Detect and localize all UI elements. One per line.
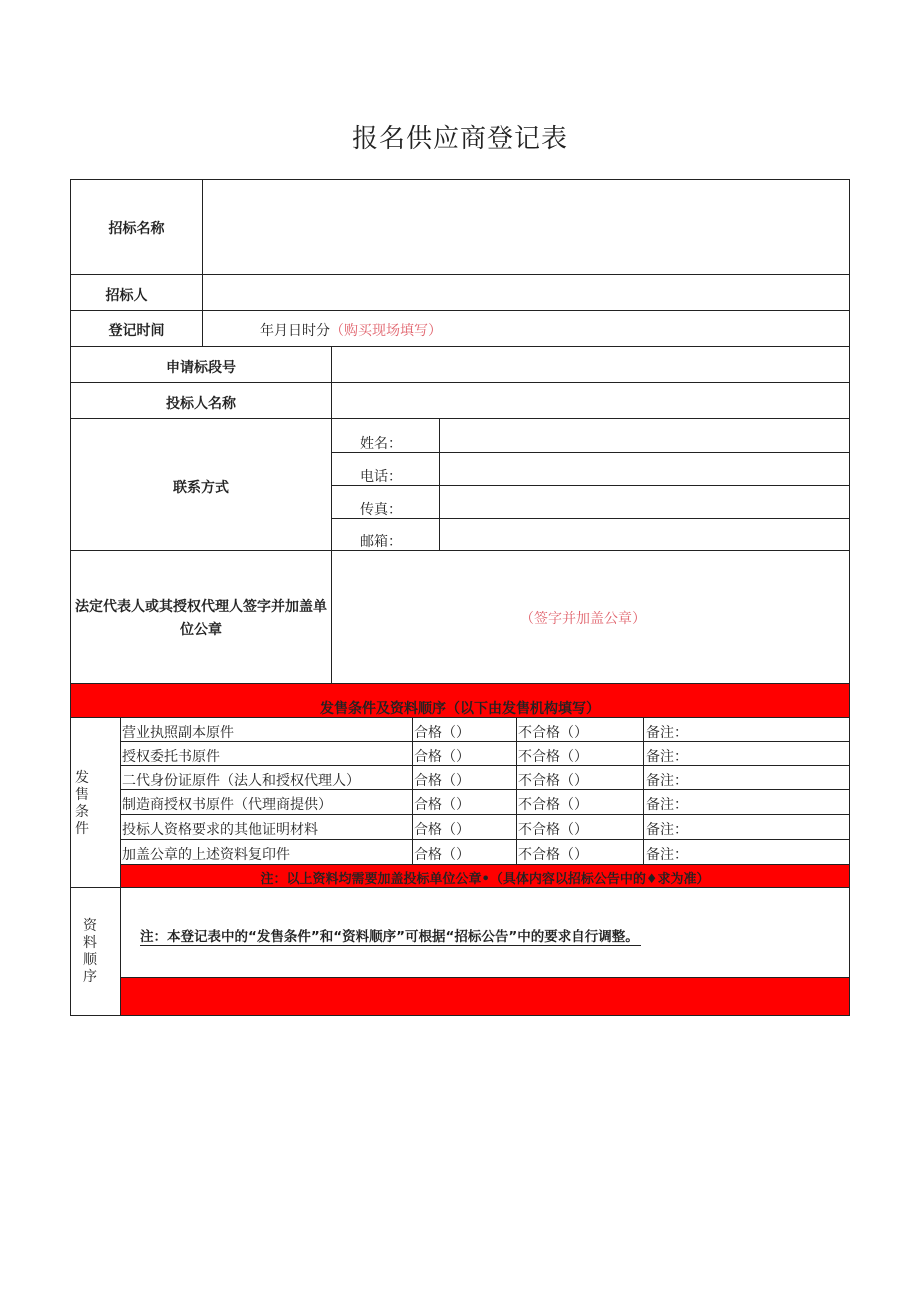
- contact-fax-label: 传真：: [360, 502, 402, 518]
- sale-pass[interactable]: 合格（）: [414, 847, 470, 863]
- reg-time-label: 登记时间: [108, 323, 165, 339]
- order-side-label: 资料顺序: [83, 918, 97, 985]
- contact-name-label: 姓名：: [360, 436, 402, 452]
- contact-label: 联系方式: [173, 480, 229, 496]
- sale-item: 营业执照副本原件: [122, 725, 234, 741]
- sale-pass[interactable]: 合格（）: [414, 797, 470, 813]
- sale-item: 授权委托书原件: [122, 749, 220, 765]
- order-note: 注：本登记表中的“发售条件”和“资料顺序”可根据“招标公告”中的要求自行调整。: [140, 925, 641, 946]
- sale-remark[interactable]: 备注：: [646, 797, 688, 813]
- sale-pass[interactable]: 合格（）: [414, 773, 470, 789]
- reg-time-hint: （购买现场填写）: [330, 323, 442, 339]
- contact-name-field[interactable]: [441, 420, 848, 451]
- reg-time-value: 年月日时分: [260, 323, 330, 339]
- signature-hint: （签字并加盖公章）: [520, 611, 646, 627]
- reg-time-field[interactable]: [260, 320, 442, 340]
- bidder-field[interactable]: [333, 384, 848, 417]
- tender-name-field[interactable]: [204, 181, 848, 273]
- sale-pass[interactable]: 合格（）: [414, 725, 470, 741]
- sale-pass[interactable]: 合格（）: [414, 822, 470, 838]
- sale-fail[interactable]: 不合格（）: [518, 773, 588, 789]
- sale-remark[interactable]: 备注：: [646, 847, 688, 863]
- contact-email-label: 邮箱：: [360, 534, 402, 550]
- contact-phone-label: 电话：: [360, 469, 402, 485]
- contact-fax-field[interactable]: [441, 487, 848, 517]
- contact-phone-field[interactable]: [441, 454, 848, 484]
- sale-pass[interactable]: 合格（）: [414, 749, 470, 765]
- lot-field[interactable]: [333, 348, 848, 381]
- sale-remark[interactable]: 备注：: [646, 725, 688, 741]
- sale-fail[interactable]: 不合格（）: [518, 749, 588, 765]
- tender-name-label: 招标名称: [108, 221, 165, 237]
- tenderer-label: 招标人: [105, 288, 148, 304]
- sale-remark[interactable]: 备注：: [646, 773, 688, 789]
- sale-fail[interactable]: 不合格（）: [518, 847, 588, 863]
- signature-label: 法定代表人或其授权代理人签字并加盖单位公章: [75, 599, 327, 638]
- contact-email-field[interactable]: [441, 520, 848, 549]
- sale-header: 发售条件及资料顺序（以下由发售机构填写）: [320, 701, 600, 717]
- lot-label: 申请标段号: [166, 360, 236, 376]
- sale-item: 制造商授权书原件（代理商提供）: [122, 797, 332, 813]
- sale-item: 加盖公章的上述资料复印件: [122, 847, 290, 863]
- page-title: 报名供应商登记表: [351, 124, 568, 154]
- sale-item: 二代身份证原件（法人和授权代理人）: [122, 773, 360, 789]
- order-red-band: [120, 977, 850, 1015]
- sale-fail[interactable]: 不合格（）: [518, 797, 588, 813]
- sale-fail[interactable]: 不合格（）: [518, 822, 588, 838]
- sale-item: 投标人资格要求的其他证明材料: [122, 822, 318, 838]
- bidder-label: 投标人名称: [166, 396, 236, 412]
- sale-remark[interactable]: 备注：: [646, 822, 688, 838]
- sale-note: 注：以上资料均需要加盖投标单位公章•（具体内容以招标公告中的♦求为准）: [260, 872, 710, 887]
- tenderer-field[interactable]: [204, 276, 848, 309]
- sale-fail[interactable]: 不合格（）: [518, 725, 588, 741]
- sale-remark[interactable]: 备注：: [646, 749, 688, 765]
- sale-side-label: 发售条件: [75, 770, 89, 837]
